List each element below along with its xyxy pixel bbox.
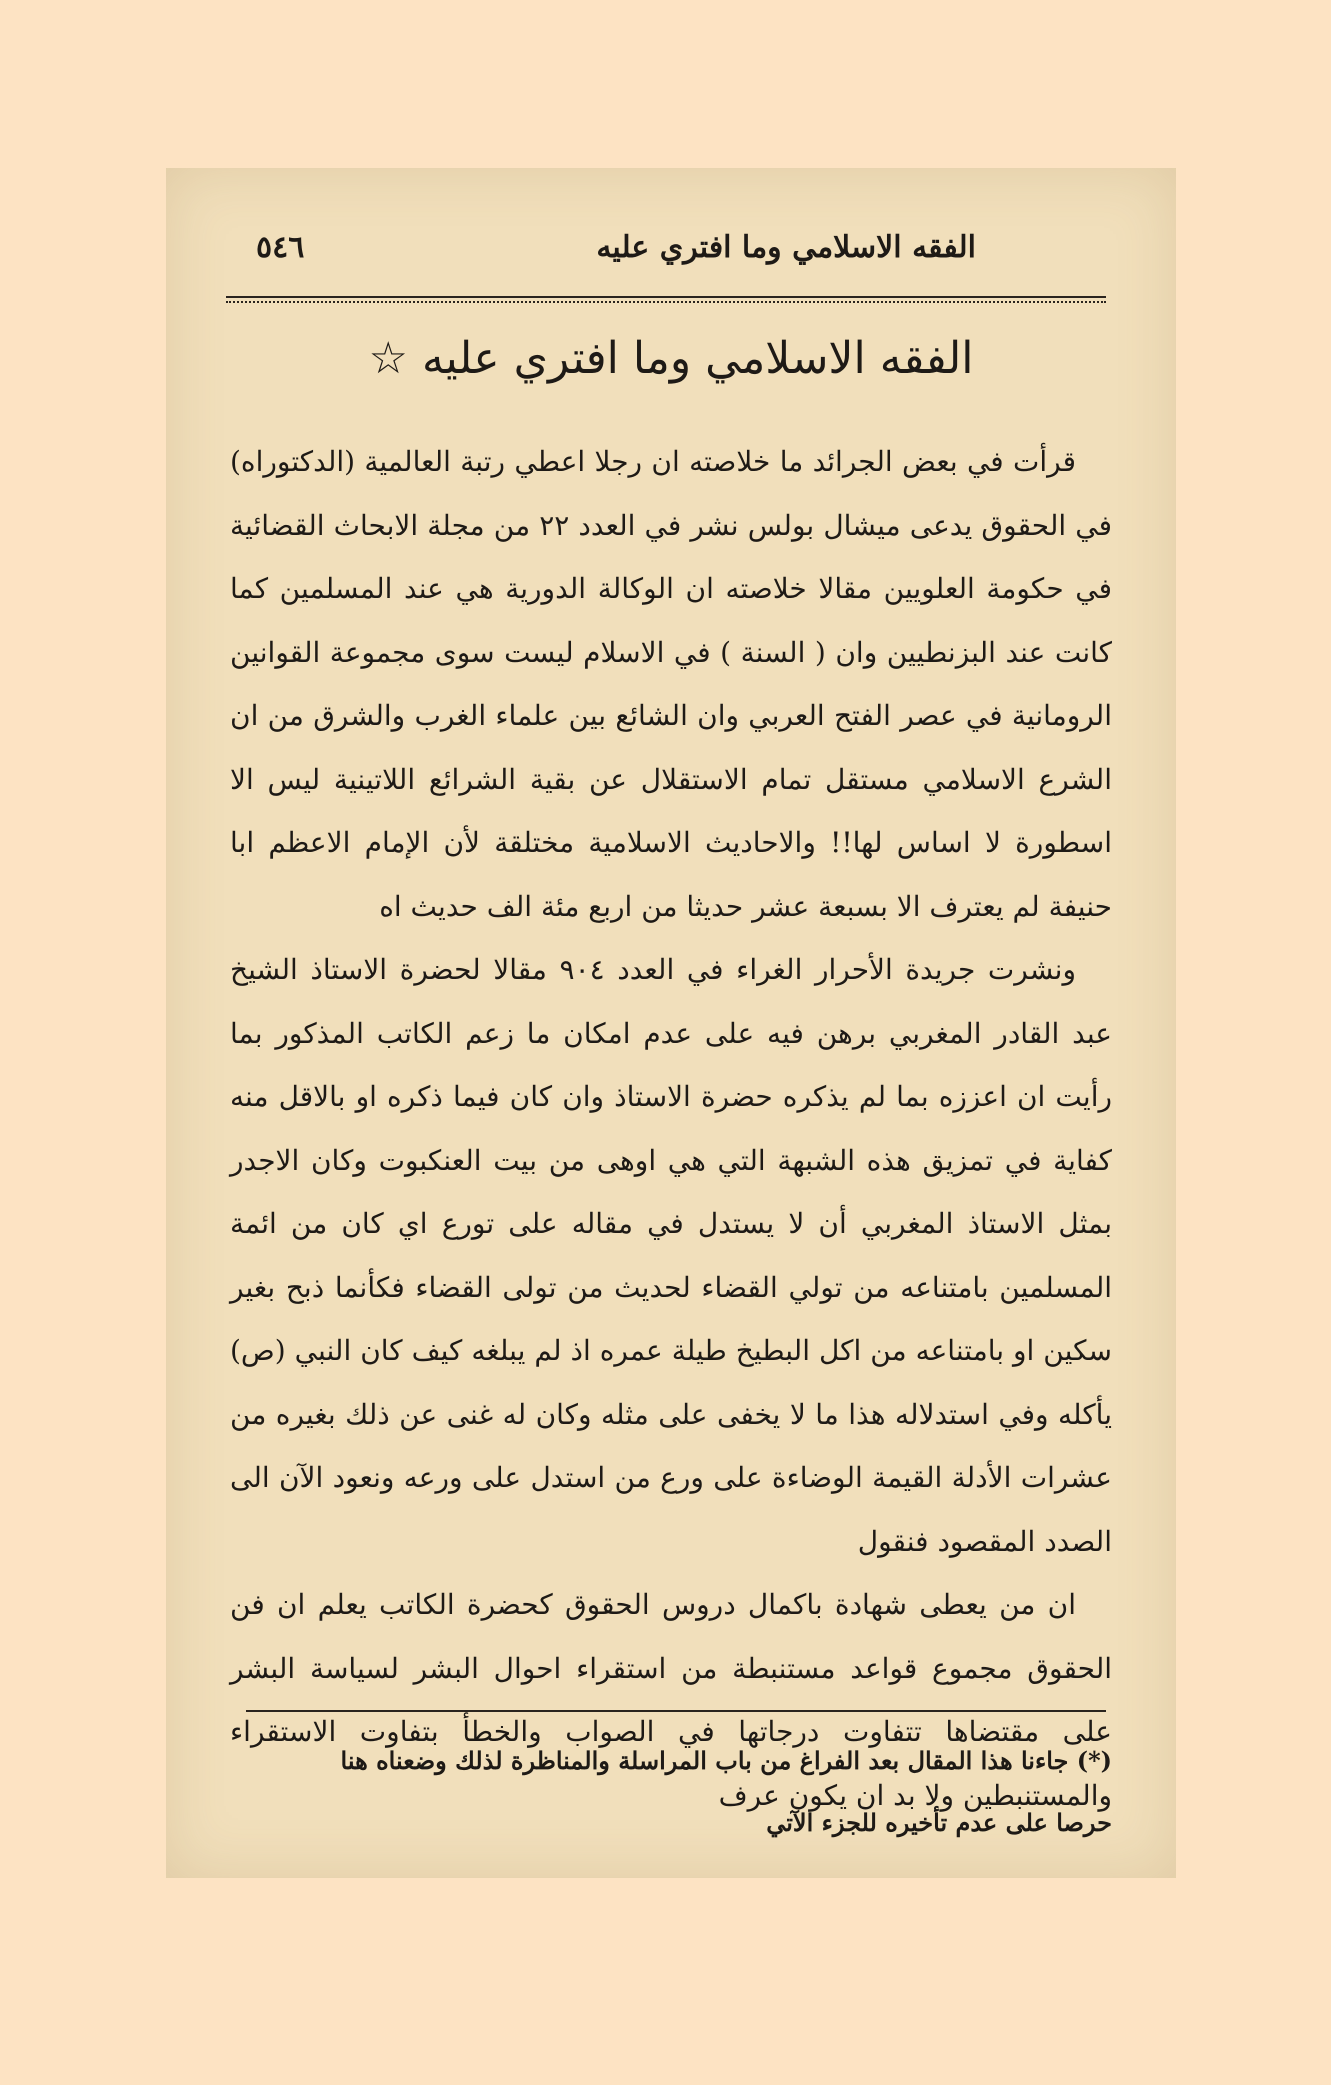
footnote: [230, 1730, 1112, 1854]
running-header: [256, 228, 1086, 278]
document-page: [166, 168, 1176, 1878]
paragraph-3: ان من يعطى شهادة باكمال دروس الحقوق كحضرة الكاتب يعلم ان فن الحقوق مجموع قواعد مستنبطة من استقراء احوال البشر لسياسة البشر على مقتضاها تتفاوت درجاتها في الصواب والخطأ بتفاوت الاستقراء والمستنبطين ولا بد ان يكون عرف: [230, 1588, 1112, 1812]
article-body: [230, 430, 1112, 1827]
running-title: الفقه الاسلامي وما افتري عليه: [596, 230, 976, 265]
footnote-line-2: حرصا على عدم تأخيره للجزء الآتي: [766, 1808, 1112, 1837]
footnote-line-1: (*) جاءنا هذا المقال بعد الفراغ من باب المراسلة والمناظرة لذلك وضعناه هنا: [340, 1746, 1112, 1775]
footnote-divider: [246, 1710, 1106, 1712]
article-title: الفقه الاسلامي وما افتري عليه ☆: [368, 333, 974, 384]
paragraph-2: ونشرت جريدة الأحرار الغراء في العدد ٩٠٤ مقالا لحضرة الاستاذ الشيخ عبد القادر المغربي برهن فيه على عدم امكان ما زعم الكاتب المذكور بما رأيت ان اعززه بما لم يذكره حضرة الاستاذ وان كان فيما ذكره او بالاقل منه كفاية في تمزيق هذه الشبهة التي هي اوهى من بيت العنكبوت وكان الاجدر بمثل الاستاذ المغربي أن لا يستدل في مقاله على تورع اي كان من ائمة المسلمين بامتناعه من تولي القضاء لحديث من تولى القضاء فكأنما ذبح بغير سكين او بامتناعه من اكل البطيخ طيلة عمره اذ لم يبلغه كيف كان النبي (ص) يأكله وفي استدلاله هذا ما لا يخفى على مثله وكان له غنى عن ذلك بغيره من عشرات الأدلة القيمة الوضاءة على ورع من استدل على ورعه ونعود الآن الى الصدد المقصود فنقول: [230, 953, 1112, 1558]
page-number: ٥٤٦: [256, 230, 305, 265]
paragraph-1: قرأت في بعض الجرائد ما خلاصته ان رجلا اعطي رتبة العالمية (الدكتوراه) في الحقوق يدعى ميشال بولس نشر في العدد ٢٢ من مجلة الابحاث القضائية في حكومة العلويين مقالا خلاصته ان الوكالة الدورية هي عند المسلمين كما كانت عند البزنطيين وان ( السنة ) في الاسلام ليست سوى مجموعة القوانين الرومانية في عصر الفتح العربي وان الشائع بين علماء الغرب والشرق من ان الشرع الاسلامي مستقل تمام الاستقلال عن بقية الشرائع اللاتينية ليس الا اسطورة لا اساس لها!! والاحاديث الاسلامية مختلقة لأن الإمام الاعظم ابا حنيفة لم يعترف الا بسبعة عشر حديثا من اربع مئة الف حديث اه: [230, 445, 1112, 923]
header-divider: [226, 296, 1106, 298]
